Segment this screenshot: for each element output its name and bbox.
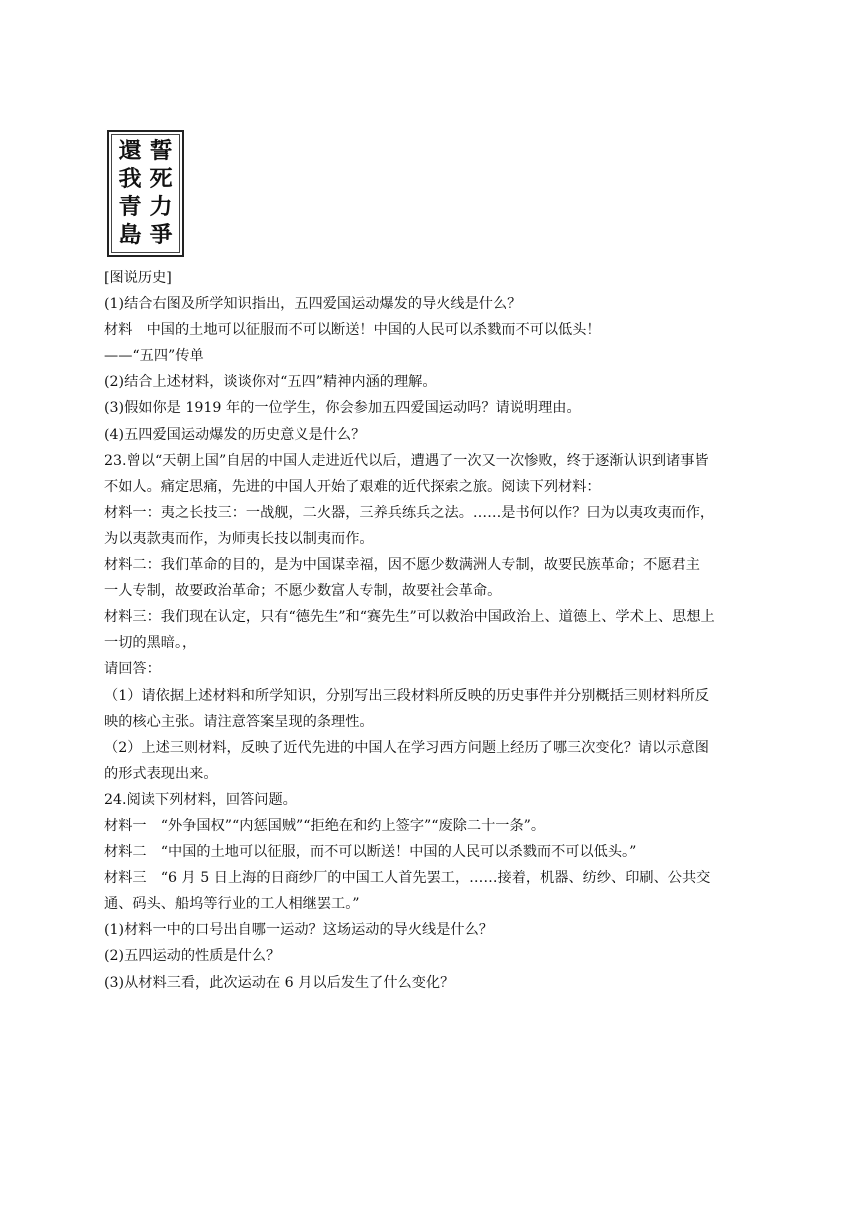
seal-char: 死 <box>149 166 173 192</box>
material-line: 材料三 “6 月 5 日上海的日商纱厂的中国工人首先罢工，……接着，机器、纺纱、印刷、公共交 <box>104 870 711 887</box>
answer-prompt: 请回答： <box>104 661 161 678</box>
seal-char: 我 <box>118 166 142 192</box>
material-line: 一人专制，故要政治革命；不愿少数富人专制，故要社会革命。 <box>104 583 502 600</box>
section-heading: [图说历史] <box>104 270 172 286</box>
question-line: (3)假如你是 1919 年的一位学生，你会参加五四爱国运动吗？请说明理由。 <box>104 400 581 417</box>
seal-column-left <box>119 138 141 249</box>
question-line: (1)材料一中的口号出自哪一运动？这场运动的导火线是什么？ <box>104 922 493 939</box>
material-line: 材料二：我们革命的目的，是为中国谋幸福，因不愿少数满洲人专制，故要民族革命；不愿君主 <box>104 557 700 574</box>
question-23-intro: 不如人。痛定思痛，先进的中国人开始了艰难的近代探索之旅。阅读下列材料： <box>104 478 601 495</box>
question-text-body <box>104 265 759 996</box>
material-line: 一切的黑暗。， <box>104 635 197 652</box>
question-line: (2)结合上述材料，谈谈你对“五四”精神内涵的理解。 <box>104 374 437 391</box>
question-line: 的形式表现出来。 <box>104 765 218 782</box>
material-line: 材料一：夷之长技三：一战舰，二火器，三养兵练兵之法。……是书何以作？曰为以夷攻夷而作， <box>104 504 715 521</box>
question-line: (2)五四运动的性质是什么？ <box>104 948 281 965</box>
material-source: ——“五四”传单 <box>104 348 204 365</box>
material-line: 材料一 “外争国权”“内惩国贼”“拒绝在和约上签字”“废除二十一条”。 <box>104 817 546 834</box>
material-line: 材料 中国的土地可以征服而不可以断送！中国的人民可以杀戮而不可以低头！ <box>104 322 601 339</box>
slogan-seal-image <box>107 130 184 257</box>
question-line: (1)结合右图及所学知识指出，五四爱国运动爆发的导火线是什么？ <box>104 296 522 313</box>
material-line: 通、码头、船坞等行业的工人相继罢工。” <box>104 896 360 913</box>
seal-char: 島 <box>118 222 142 248</box>
question-line: (4)五四爱国运动爆发的历史意义是什么？ <box>104 426 366 443</box>
question-line: 映的核心主张。请注意答案呈现的条理性。 <box>104 713 374 730</box>
question-23-intro: 23.曾以“天朝上国”自居的中国人走进近代以后，遭遇了一次又一次惨败，终于逐渐认识到诸事皆 <box>104 452 709 469</box>
seal-char: 青 <box>118 194 142 220</box>
material-line: 材料三：我们现在认定，只有“德先生”和“赛先生”可以救治中国政治上、道德上、学术上、思想上 <box>104 609 715 626</box>
seal-inner-frame <box>111 134 180 253</box>
seal-column-right <box>150 138 172 249</box>
question-line: (3)从材料三看，此次运动在 6 月以后发生了什么变化？ <box>104 974 455 991</box>
seal-char: 誓 <box>149 138 173 164</box>
seal-char: 爭 <box>149 222 173 248</box>
seal-char: 力 <box>149 194 173 220</box>
question-line: （1）请依据上述材料和所学知识，分别写出三段材料所反映的历史事件并分别概括三则材料所反 <box>104 687 709 704</box>
material-line: 为以夷款夷而作，为师夷长技以制夷而作。 <box>104 530 374 547</box>
question-line: （2）上述三则材料，反映了近代先进的中国人在学习西方问题上经历了哪三次变化？请以示意图 <box>104 739 709 756</box>
question-24-intro: 24.阅读下列材料，回答问题。 <box>104 791 297 808</box>
material-line: 材料二 “中国的土地可以征服，而不可以断送！中国的人民可以杀戮而不可以低头。” <box>104 844 637 861</box>
seal-char: 還 <box>118 138 142 164</box>
